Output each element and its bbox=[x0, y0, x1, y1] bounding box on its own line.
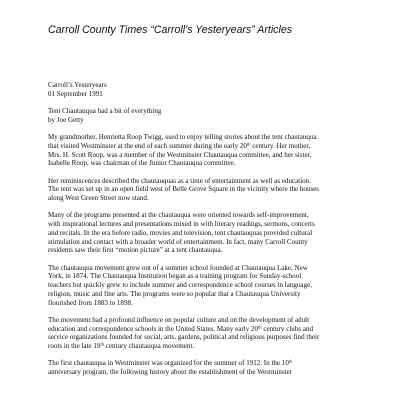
article-title: Tent Chautauqua had a bit of everything bbox=[48, 107, 162, 116]
paragraph-line bbox=[48, 246, 370, 255]
paragraph-line bbox=[48, 281, 370, 290]
line-text: Her reminiscences described the chautauquas as a time of entertainment as well as education. bbox=[48, 176, 311, 185]
ordinal-superscript: th bbox=[100, 341, 105, 347]
line-text: anniversary program, the following history about the establishment of the Westminster bbox=[48, 368, 293, 377]
paragraph-line bbox=[48, 359, 370, 368]
ordinal-superscript: th bbox=[257, 324, 262, 329]
column-meta bbox=[48, 81, 370, 98]
paragraph-line bbox=[48, 316, 370, 325]
line-text: along West Green Street now stand. bbox=[48, 194, 149, 203]
line-text-continued: century. Her mother, bbox=[250, 141, 311, 150]
article-byline: by Joe Getty bbox=[48, 115, 84, 124]
line-text: and recitals. In the era before radio, movies and television, tent chautauquas provided cultural bbox=[48, 228, 313, 237]
article-heading bbox=[48, 107, 370, 124]
line-text: that visited Westminster at the end of each summer during the early 20 bbox=[48, 141, 247, 150]
line-text: Mrs. H. Scott Roop, was a member of the Westminster Chautauqua committee, and her sister, bbox=[48, 150, 312, 159]
paragraph-line bbox=[48, 290, 370, 299]
article-paragraph bbox=[48, 211, 370, 255]
line-text: education and correspondence schools in the United States. Many early 20 bbox=[48, 324, 258, 333]
line-text: The chautauqua movement grew out of a summer school founded at Chautauqua Lake, New bbox=[48, 263, 308, 272]
ordinal-superscript: th bbox=[246, 141, 251, 147]
paragraph-line bbox=[48, 238, 370, 247]
paragraph-line bbox=[48, 220, 370, 229]
paragraph-line bbox=[48, 325, 370, 334]
paragraph-line bbox=[48, 264, 370, 273]
line-text: with inspirational lectures and presentations mixed in with literary readings, sermons, concerts bbox=[48, 220, 315, 229]
column-name: Carroll’s Yesteryears bbox=[48, 81, 107, 89]
line-text: stimulation and contact with a broader world of entertainment. In fact, many Carroll County bbox=[48, 237, 308, 246]
paragraph-line bbox=[48, 272, 370, 281]
article-paragraph bbox=[48, 177, 370, 203]
paragraph-line bbox=[48, 333, 370, 342]
publication-date: 01 September 1991 bbox=[48, 89, 103, 98]
article-paragraph bbox=[48, 316, 370, 351]
line-text-continued: century clubs and bbox=[261, 324, 314, 333]
line-text: The movement had a profound influence on popular culture and on the development of adult bbox=[48, 315, 310, 324]
paragraph-line bbox=[48, 151, 370, 160]
paragraph-line bbox=[48, 142, 370, 151]
article-paragraph bbox=[48, 264, 370, 308]
line-text: roots in the late 19 bbox=[48, 342, 101, 350]
paragraph-line bbox=[48, 299, 370, 308]
article-body bbox=[48, 81, 370, 385]
line-text: The first chautauqua in Westminster was organized for the summer of 1912. In the 10 bbox=[48, 359, 289, 368]
line-text: The tent was set up in an open field west of Belle Grove Square in the vicinity where the houses bbox=[48, 185, 320, 194]
article-paragraph bbox=[48, 133, 370, 168]
line-text: residents saw their first “motion picture” at a tent chautauqua. bbox=[48, 246, 223, 255]
paragraph-line bbox=[48, 185, 370, 194]
line-text: York, in 1874. The Chautauqua Institution began as a training program for Sunday-school bbox=[48, 272, 302, 281]
line-text: service organizations founded for social, arts, gardens, political and religious purposes find their bbox=[48, 333, 320, 342]
line-text: My grandmother, Henrietta Roop Twigg, used to enjoy telling stories about the tent chautauqua bbox=[48, 133, 317, 142]
ordinal-superscript: th bbox=[288, 358, 293, 364]
line-text: religion, music and fine arts. The programs were so popular that a Chautauqua University bbox=[48, 289, 301, 298]
line-text: teachers but quickly grew to include summer and correspondence school courses in language, bbox=[48, 281, 312, 290]
line-text: flourished from 1883 to 1898. bbox=[48, 298, 133, 307]
page-header-title: Carroll County Times “Carroll’s Yesteryears” Articles bbox=[48, 24, 293, 36]
paragraph-line bbox=[48, 159, 370, 168]
paragraph-line bbox=[48, 133, 370, 142]
paragraph-line bbox=[48, 229, 370, 238]
paragraph-line bbox=[48, 211, 370, 220]
line-text-continued: century chautauqua movement. bbox=[104, 342, 195, 350]
line-text: Many of the programs presented at the chautauqua were oriented towards self-improvement, bbox=[48, 211, 309, 220]
article-paragraphs bbox=[48, 133, 370, 377]
paragraph-line bbox=[48, 177, 370, 186]
paragraph-line bbox=[48, 342, 370, 351]
paragraph-line bbox=[48, 368, 370, 377]
article-paragraph bbox=[48, 359, 370, 376]
paragraph-line bbox=[48, 194, 370, 203]
line-text: Isabelle Roop, was chairman of the Junior Chautauqua committee. bbox=[48, 159, 236, 168]
